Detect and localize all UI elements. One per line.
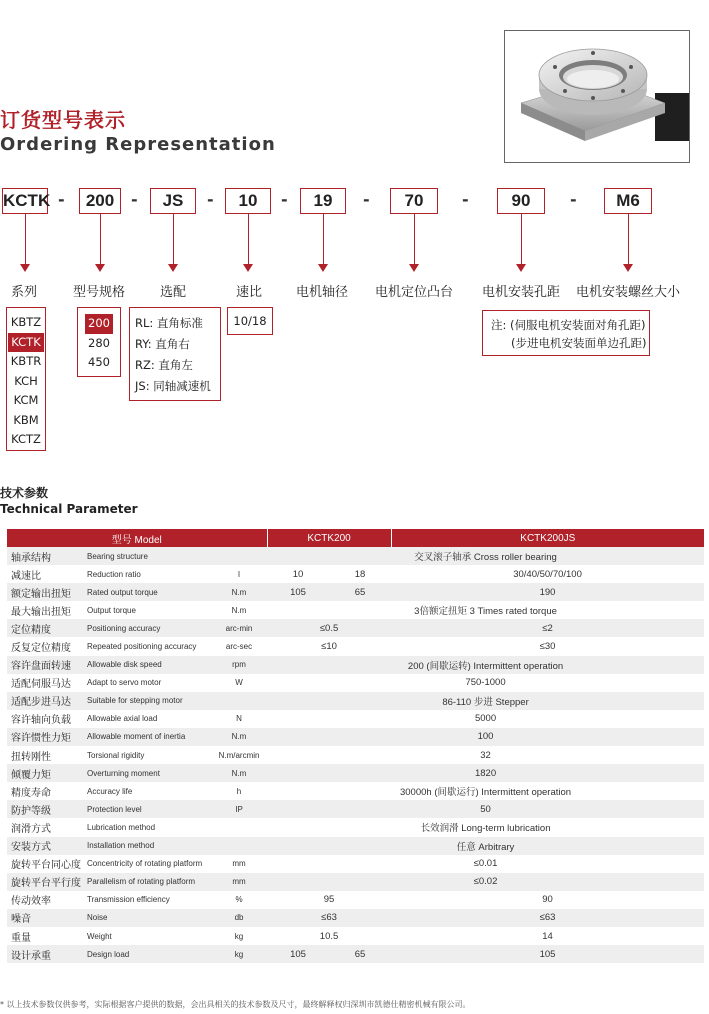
option-item: RY: 直角右 [135, 337, 190, 351]
footnote: * 以上技术参数仅供参考，实际根据客户提供的数据，会出具相关的技术参数及尺寸，最终解释权归深圳市凯德仕精密机械有限公司。 [0, 1000, 471, 1009]
param-value: ≤0.02 [267, 873, 704, 891]
code-separator: - [281, 190, 288, 209]
param-value-ratio10: 105 [267, 583, 329, 601]
param-unit: arc-sec [211, 637, 267, 655]
param-value-ratio10: 10 [267, 565, 329, 583]
param-name-en: Repeated positioning accuracy [85, 637, 211, 655]
code-screw: M6 [604, 188, 652, 214]
param-value: 1820 [267, 764, 704, 782]
category-boss: 电机定位凸台 [375, 285, 454, 300]
param-name-cn: 定位精度 [7, 619, 85, 637]
category-series: 系列 [11, 285, 38, 300]
table-row [7, 927, 704, 945]
param-name-en: Suitable for stepping motor [85, 692, 211, 710]
product-photo [504, 30, 690, 163]
code-hole: 90 [497, 188, 545, 214]
table-row [7, 547, 704, 565]
param-value-kctk200js: 14 [391, 927, 704, 945]
param-unit: rpm [211, 656, 267, 674]
param-unit: kg [211, 945, 267, 963]
table-row [7, 674, 704, 692]
param-name-cn: 旋转平台平行度 [7, 873, 85, 891]
connector-line [323, 214, 324, 266]
param-name-cn: 容许轴向负载 [7, 710, 85, 728]
header-model: 型号 Model [7, 529, 267, 547]
table-row [7, 782, 704, 800]
table-row [7, 692, 704, 710]
connector-line [25, 214, 26, 266]
table-row [7, 728, 704, 746]
param-value-kctk200js: 30/40/50/70/100 [391, 565, 704, 583]
param-value-ratio10: 105 [267, 945, 329, 963]
param-unit [211, 837, 267, 855]
param-name-en: Allowable axial load [85, 710, 211, 728]
option-item: KCH [14, 373, 38, 388]
param-name-cn: 适配伺服马达 [7, 674, 85, 692]
param-unit: db [211, 909, 267, 927]
param-value: ≤0.01 [267, 855, 704, 873]
code-boss: 70 [390, 188, 438, 214]
option-item-selected: KCTK [7, 333, 45, 353]
table-row [7, 565, 704, 583]
category-optional: 选配 [160, 285, 187, 300]
table-row [7, 855, 704, 873]
arrow-down-icon [318, 264, 328, 272]
param-value-ratio18: 18 [329, 565, 391, 583]
option-item: KCM [13, 393, 39, 407]
option-item: KBTZ [10, 315, 42, 329]
param-name-cn: 传动效率 [7, 891, 85, 909]
param-name-en: Allowable disk speed [85, 656, 211, 674]
param-name-en: Accuracy life [85, 782, 211, 800]
connector-line [248, 214, 249, 266]
code-separator: - [570, 190, 577, 209]
arrow-down-icon [168, 264, 178, 272]
arrow-down-icon [623, 264, 633, 272]
param-unit: I [211, 565, 267, 583]
param-value-kctk200js: 90 [391, 891, 704, 909]
param-name-cn: 防护等级 [7, 800, 85, 818]
connector-line [414, 214, 415, 266]
param-value: 30000h (间歇运行) Intermittent operation [267, 782, 704, 800]
param-name-cn: 适配步进马达 [7, 692, 85, 710]
code-separator: - [131, 190, 138, 209]
param-unit: IP [211, 800, 267, 818]
option-item: RZ: 直角左 [135, 358, 193, 372]
param-unit: N.m [211, 583, 267, 601]
param-value: 750-1000 [267, 674, 704, 692]
arrow-down-icon [243, 264, 253, 272]
option-item: KCTZ [11, 432, 41, 446]
option-item: 10/18 [233, 314, 267, 328]
param-name-en: Allowable moment of inertia [85, 728, 211, 746]
param-value-kctk200: ≤0.5 [267, 619, 391, 637]
hole-note-box [482, 310, 650, 356]
param-value-kctk200js: ≤2 [391, 619, 704, 637]
param-name-en: Protection level [85, 800, 211, 818]
param-value-kctk200js: 105 [391, 945, 704, 963]
code-series: KCTK [2, 188, 48, 214]
size-options [77, 307, 121, 377]
param-name-cn: 减速比 [7, 565, 85, 583]
param-name-cn: 容许惯性力矩 [7, 728, 85, 746]
param-value-ratio18: 65 [329, 945, 391, 963]
table-header-row [7, 529, 704, 547]
param-name-en: Design load [85, 945, 211, 963]
param-name-cn: 设计承重 [7, 945, 85, 963]
param-name-cn: 最大输出扭矩 [7, 601, 85, 619]
header-kctk200: KCTK200 [267, 529, 391, 547]
param-name-en: Reduction ratio [85, 565, 211, 583]
arrow-down-icon [409, 264, 419, 272]
category-ratio: 速比 [236, 285, 263, 300]
param-name-en: Concentricity of rotating platform [85, 855, 211, 873]
param-name-cn: 反复定位精度 [7, 637, 85, 655]
param-name-en: Output torque [85, 601, 211, 619]
table-row [7, 909, 704, 927]
param-name-cn: 重量 [7, 927, 85, 945]
note-line: 注: (伺服电机安装面对角孔距) [491, 318, 646, 332]
code-shaft: 19 [300, 188, 346, 214]
table-row [7, 873, 704, 891]
option-item: JS: 同轴减速机 [135, 379, 211, 393]
param-unit: N.m [211, 764, 267, 782]
option-item: KBTR [10, 354, 42, 368]
table-row [7, 619, 704, 637]
param-name-en: Torsional rigidity [85, 746, 211, 764]
ratio-options [227, 307, 273, 335]
param-unit [211, 818, 267, 836]
param-value: 86-110 步进 Stepper [267, 692, 704, 710]
param-value: 50 [267, 800, 704, 818]
param-value-kctk200: ≤63 [267, 909, 391, 927]
param-name-cn: 安装方式 [7, 837, 85, 855]
param-unit: N [211, 710, 267, 728]
param-name-en: Adapt to servo motor [85, 674, 211, 692]
table-row [7, 656, 704, 674]
table-row [7, 583, 704, 601]
category-screw: 电机安装螺丝大小 [576, 285, 681, 300]
param-name-cn: 轴承结构 [7, 547, 85, 565]
option-item: KBM [13, 412, 39, 427]
code-separator: - [207, 190, 214, 209]
param-unit: N.m [211, 601, 267, 619]
param-name-en: Overturning moment [85, 764, 211, 782]
rotary-table-illustration [505, 31, 689, 162]
param-value: 32 [267, 746, 704, 764]
param-name-en: Parallelism of rotating platform [85, 873, 211, 891]
code-size: 200 [79, 188, 121, 214]
param-name-en: Installation method [85, 837, 211, 855]
param-name-cn: 精度寿命 [7, 782, 85, 800]
param-value-kctk200: 10.5 [267, 927, 391, 945]
param-value-kctk200js: ≤30 [391, 637, 704, 655]
param-name-en: Rated output torque [85, 583, 211, 601]
section-title-cn: 技术参数 [0, 486, 49, 500]
page-title-cn: 订货型号表示 [0, 108, 126, 132]
code-separator: - [58, 190, 65, 209]
param-value: 交叉滚子轴承 Cross roller bearing [267, 547, 704, 565]
param-unit: arc-min [211, 619, 267, 637]
table-row [7, 601, 704, 619]
connector-line [100, 214, 101, 266]
option-item: RL: 直角标准 [135, 316, 203, 330]
param-unit: mm [211, 873, 267, 891]
code-ratio: 10 [225, 188, 271, 214]
table-row [7, 891, 704, 909]
param-value-kctk200js: 190 [391, 583, 704, 601]
param-unit [211, 547, 267, 565]
option-item: 450 [88, 355, 110, 369]
optional-options [129, 307, 221, 401]
code-optional: JS [150, 188, 196, 214]
param-value: 100 [267, 728, 704, 746]
param-value-ratio18: 65 [329, 583, 391, 601]
section-title-en: Technical Parameter [0, 502, 138, 516]
param-value: 3倍额定扭矩 3 Times rated torque [267, 601, 704, 619]
param-unit: N.m [211, 728, 267, 746]
param-name-en: Noise [85, 909, 211, 927]
table-row [7, 746, 704, 764]
arrow-down-icon [95, 264, 105, 272]
param-name-cn: 容许盘面转速 [7, 656, 85, 674]
page-title-en: Ordering Representation [0, 134, 276, 155]
table-body [7, 547, 704, 963]
table-row [7, 945, 704, 963]
table-row [7, 710, 704, 728]
param-unit: kg [211, 927, 267, 945]
param-unit: W [211, 674, 267, 692]
code-separator: - [462, 190, 469, 209]
param-name-cn: 扭转刚性 [7, 746, 85, 764]
param-name-cn: 额定输出扭矩 [7, 583, 85, 601]
param-name-cn: 润滑方式 [7, 818, 85, 836]
header-kctk200js: KCTK200JS [391, 529, 704, 547]
param-name-en: Positioning accuracy [85, 619, 211, 637]
table-row [7, 818, 704, 836]
table-row [7, 837, 704, 855]
param-name-en: Bearing structure [85, 547, 211, 565]
param-value: 长效润滑 Long-term lubrication [267, 818, 704, 836]
param-name-cn: 噪音 [7, 909, 85, 927]
param-name-cn: 倾覆力矩 [7, 764, 85, 782]
connector-line [628, 214, 629, 266]
param-unit: % [211, 891, 267, 909]
option-item: 280 [88, 335, 110, 350]
param-unit [211, 692, 267, 710]
category-hole: 电机安装孔距 [482, 285, 561, 300]
arrow-down-icon [516, 264, 526, 272]
param-name-en: Weight [85, 927, 211, 945]
param-value: 200 (间歇运转) Intermittent operation [267, 656, 704, 674]
table-row [7, 764, 704, 782]
param-name-en: Lubrication method [85, 818, 211, 836]
param-unit: h [211, 782, 267, 800]
option-item-selected: 200 [78, 314, 120, 334]
note-line: (步进电机安装面单边孔距) [511, 336, 647, 350]
series-options [6, 307, 46, 451]
param-value-kctk200: 95 [267, 891, 391, 909]
param-value: 任意 Arbitrary [267, 837, 704, 855]
connector-line [521, 214, 522, 266]
param-name-cn: 旋转平台同心度 [7, 855, 85, 873]
parameter-table [7, 529, 704, 963]
arrow-down-icon [20, 264, 30, 272]
param-value: 5000 [267, 710, 704, 728]
param-value-kctk200js: ≤63 [391, 909, 704, 927]
param-unit: N.m/arcmin [211, 746, 267, 764]
table-row [7, 800, 704, 818]
table-row [7, 637, 704, 655]
param-name-en: Transmission efficiency [85, 891, 211, 909]
param-value-kctk200: ≤10 [267, 637, 391, 655]
category-shaft: 电机轴径 [296, 285, 349, 300]
connector-line [173, 214, 174, 266]
param-unit: mm [211, 855, 267, 873]
category-size: 型号规格 [73, 285, 126, 300]
code-separator: - [363, 190, 370, 209]
